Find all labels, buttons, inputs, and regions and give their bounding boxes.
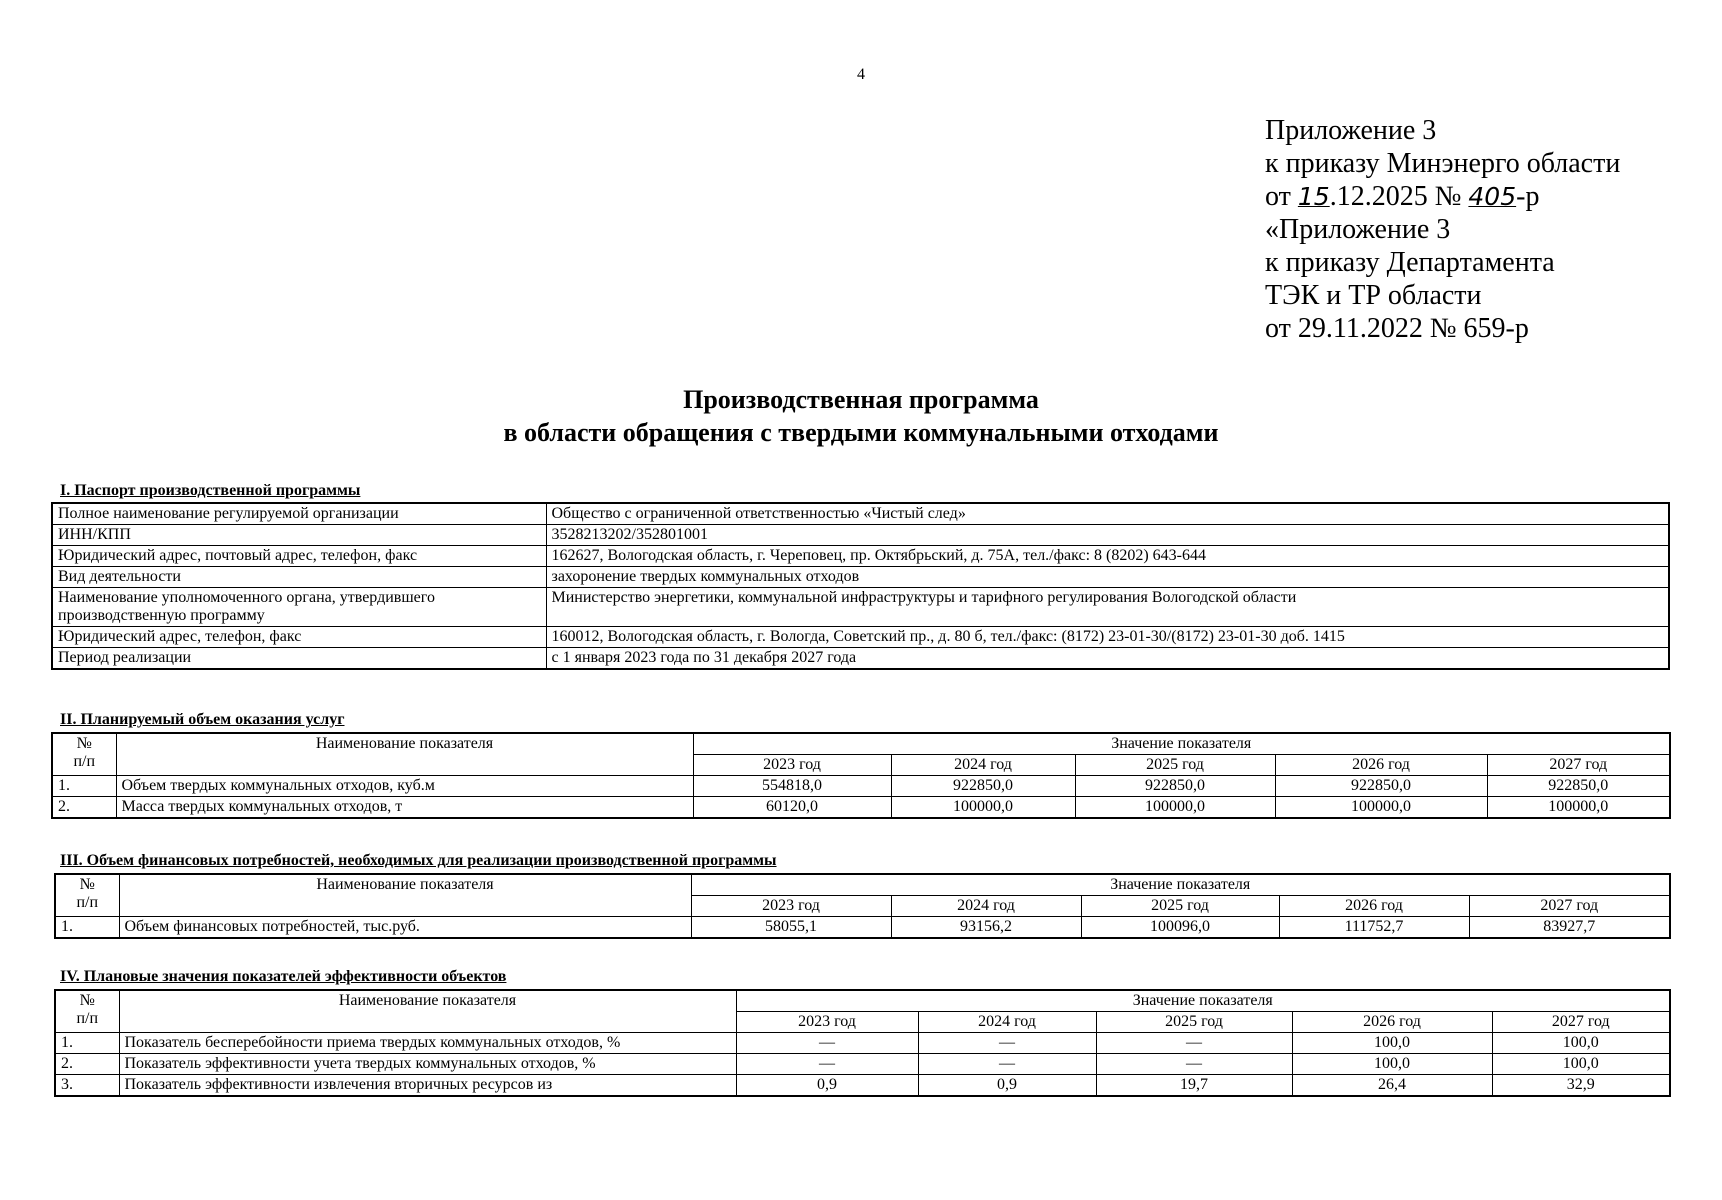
passport-value: Общество с ограниченной ответственностью «Чистый след»	[546, 503, 1669, 525]
passport-value: 3528213202/352801001	[546, 525, 1669, 546]
indicator-value: —	[736, 1054, 918, 1075]
header-value: Значение показателя	[693, 733, 1670, 755]
passport-row	[52, 648, 1669, 670]
document-title	[0, 383, 1722, 449]
passport-value: 162627, Вологодская область, г. Череповец, пр. Октябрьский, д. 75А, тел./факс: 8 (8202) 643-644	[546, 546, 1669, 567]
indicator-value: 83927,7	[1469, 917, 1670, 939]
appendix-line: «Приложение 3	[1265, 214, 1451, 245]
page-number: 4	[857, 66, 865, 83]
row-number: 1.	[55, 1033, 119, 1054]
efficiency-table	[54, 989, 1671, 1097]
indicator-value: 100000,0	[891, 797, 1075, 819]
passport-row	[52, 567, 1669, 588]
header-year: 2027 год	[1487, 755, 1670, 776]
row-number: 1.	[52, 776, 116, 797]
passport-value: с 1 января 2023 года по 31 декабря 2027 года	[546, 648, 1669, 670]
header-value: Значение показателя	[691, 874, 1670, 896]
financial-needs-table	[54, 873, 1671, 939]
header-num: № п/п	[55, 990, 119, 1033]
table-row	[55, 1054, 1670, 1075]
indicator-value: 32,9	[1492, 1075, 1670, 1097]
passport-row	[52, 627, 1669, 648]
passport-row	[52, 588, 1669, 627]
passport-value: Министерство энергетики, коммунальной инфраструктуры и тарифного регулирования Вологодской области	[546, 588, 1669, 627]
indicator-value: 111752,7	[1279, 917, 1469, 939]
indicator-value: 100000,0	[1487, 797, 1670, 819]
services-volume-table	[51, 732, 1671, 819]
table-row	[55, 1033, 1670, 1054]
indicator-value: 100,0	[1492, 1033, 1670, 1054]
header-year: 2024 год	[891, 896, 1081, 917]
indicator-value: 60120,0	[693, 797, 891, 819]
table-body	[52, 733, 1670, 776]
table-row	[52, 797, 1670, 819]
header-year: 2027 год	[1492, 1012, 1670, 1033]
indicator-value: —	[918, 1054, 1096, 1075]
table-row	[55, 917, 1670, 939]
indicator-value: 0,9	[736, 1075, 918, 1097]
indicator-value: 922850,0	[1275, 776, 1487, 797]
indicator-value: 922850,0	[891, 776, 1075, 797]
indicator-value: 100096,0	[1081, 917, 1279, 939]
indicator-name: Объем финансовых потребностей, тыс.руб.	[119, 917, 691, 939]
indicator-name: Масса твердых коммунальных отходов, т	[116, 797, 693, 819]
appendix-line: от 29.11.2022 № 659-р	[1265, 313, 1529, 344]
appendix-line: ТЭК и ТР области	[1265, 280, 1482, 311]
indicator-value: 922850,0	[1075, 776, 1275, 797]
indicator-value: 100000,0	[1075, 797, 1275, 819]
passport-label: Полное наименование регулируемой организации	[52, 503, 546, 525]
appendix-line: Приложение 3	[1265, 115, 1437, 146]
passport-label: Наименование уполномоченного органа, утвердившего производственную программу	[52, 588, 546, 627]
header-year: 2025 год	[1081, 896, 1279, 917]
indicator-value: 93156,2	[891, 917, 1081, 939]
section-heading: IV. Плановые значения показателей эффективности объектов	[60, 968, 507, 985]
indicator-value: 100,0	[1492, 1054, 1670, 1075]
indicator-value: 554818,0	[693, 776, 891, 797]
row-number: 2.	[55, 1054, 119, 1075]
indicator-name: Показатель эффективности учета твердых коммунальных отходов, %	[119, 1054, 736, 1075]
title-line: в области обращения с твердыми коммунальными отходами	[503, 418, 1219, 447]
section-heading: III. Объем финансовых потребностей, необходимых для реализации производственной программы	[60, 852, 777, 869]
appendix-text: от	[1265, 181, 1298, 212]
indicator-name: Объем твердых коммунальных отходов, куб.м	[116, 776, 693, 797]
indicator-value: —	[1096, 1054, 1292, 1075]
indicator-value: 0,9	[918, 1075, 1096, 1097]
passport-row	[52, 503, 1669, 525]
header-year: 2027 год	[1469, 896, 1670, 917]
section-heading: I. Паспорт производственной программы	[60, 482, 361, 499]
header-year: 2025 год	[1075, 755, 1275, 776]
header-name: Наименование показателя	[119, 990, 736, 1033]
appendix-text: .12.2025 №	[1329, 181, 1469, 212]
header-year: 2023 год	[736, 1012, 918, 1033]
handwritten-day: 15	[1297, 182, 1330, 211]
passport-table	[51, 502, 1670, 670]
appendix-line: к приказу Департамента	[1265, 247, 1555, 278]
passport-row	[52, 546, 1669, 567]
passport-label: Юридический адрес, телефон, факс	[52, 627, 546, 648]
indicator-value: 922850,0	[1487, 776, 1670, 797]
passport-label: ИНН/КПП	[52, 525, 546, 546]
header-name: Наименование показателя	[116, 733, 693, 776]
header-year: 2024 год	[891, 755, 1075, 776]
indicator-value: —	[918, 1033, 1096, 1054]
indicator-value: 19,7	[1096, 1075, 1292, 1097]
passport-label: Период реализации	[52, 648, 546, 670]
section-heading: II. Планируемый объем оказания услуг	[60, 711, 345, 728]
title-line: Производственная программа	[683, 385, 1039, 414]
header-year: 2023 год	[693, 755, 891, 776]
indicator-value: —	[736, 1033, 918, 1054]
header-year: 2024 год	[918, 1012, 1096, 1033]
passport-label: Вид деятельности	[52, 567, 546, 588]
table-row	[52, 776, 1670, 797]
indicator-name: Показатель эффективности извлечения вторичных ресурсов из	[119, 1075, 736, 1097]
indicator-name: Показатель бесперебойности приема твердых коммунальных отходов, %	[119, 1033, 736, 1054]
table-row	[55, 1075, 1670, 1097]
header-year: 2023 год	[691, 896, 891, 917]
header-num: № п/п	[55, 874, 119, 917]
indicator-value: 26,4	[1292, 1075, 1492, 1097]
appendix-date-line	[1265, 180, 1620, 213]
passport-label: Юридический адрес, почтовый адрес, телефон, факс	[52, 546, 546, 567]
indicator-value: 100000,0	[1275, 797, 1487, 819]
indicator-value: 100,0	[1292, 1054, 1492, 1075]
row-number: 1.	[55, 917, 119, 939]
header-year: 2026 год	[1275, 755, 1487, 776]
passport-value: 160012, Вологодская область, г. Вологда, Советский пр., д. 80 б, тел./факс: (8172) 23-01-30/(8172) 23-01-30 доб. 1415	[546, 627, 1669, 648]
header-num: № п/п	[52, 733, 116, 776]
appendix-line: к приказу Минэнерго области	[1265, 148, 1621, 179]
header-year: 2025 год	[1096, 1012, 1292, 1033]
header-year: 2026 год	[1292, 1012, 1492, 1033]
handwritten-number: 405	[1468, 182, 1517, 211]
header-name: Наименование показателя	[119, 874, 691, 917]
row-number: 2.	[52, 797, 116, 819]
indicator-value: 58055,1	[691, 917, 891, 939]
header-year: 2026 год	[1279, 896, 1469, 917]
passport-row	[52, 525, 1669, 546]
header-value: Значение показателя	[736, 990, 1670, 1012]
row-number: 3.	[55, 1075, 119, 1097]
passport-value: захоронение твердых коммунальных отходов	[546, 567, 1669, 588]
indicator-value: 100,0	[1292, 1033, 1492, 1054]
appendix-block	[1265, 114, 1620, 345]
indicator-value: —	[1096, 1033, 1292, 1054]
appendix-text: -р	[1516, 181, 1540, 212]
